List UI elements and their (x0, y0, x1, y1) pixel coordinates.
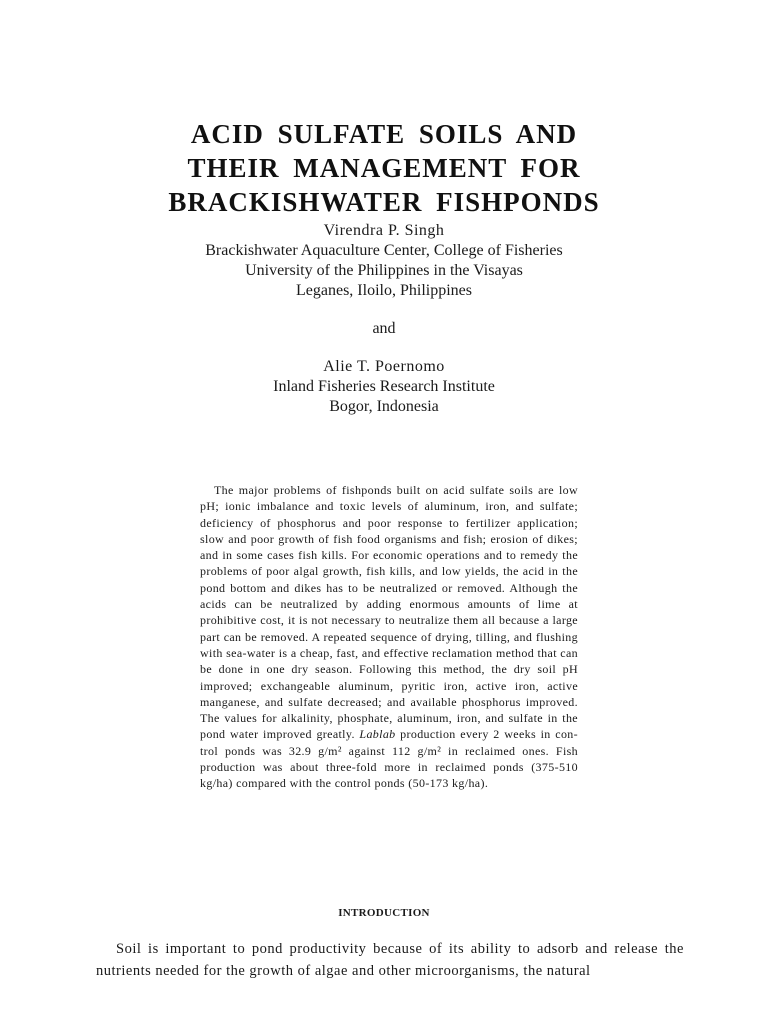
author-name: Alie T. Poernomo (323, 358, 445, 375)
title-line: THEIR MANAGEMENT FOR (187, 153, 581, 183)
author-affiliation: Leganes, Iloilo, Philippines (296, 282, 472, 299)
author-affiliation: Inland Fisheries Research Institute (273, 378, 495, 395)
abstract (200, 482, 578, 792)
spacer (0, 301, 768, 319)
author-affiliation: University of the Philippines in the Visayas (245, 262, 523, 279)
author-affiliation: Bogor, Indonesia (329, 398, 439, 415)
paper-title (0, 117, 768, 219)
abstract-text: The major problems of fishponds built on acid sulfate soils are low pH; ionic imbalance and toxic levels of aluminum, iron, and sulfate; deficiency of phosphorus and poor response to fertilizer application; slow and poor growth of fish food organisms and fish; erosion of dikes; and in some cases fish kills. For economic operations and to remedy the problems of poor algal growth, fish kills, and low yields, the acid in the pond bottom and dikes has to be neutralized or removed. Although the acids can be neutralized by adding enormous amounts of lime at prohibitive cost, it is not necessary to neutralize them all because a large part can be removed. A repeated sequence of drying, tilling, and flushing with sea-water is a cheap, fast, and effective reclamation method that can be done in one dry season. Following this method, the dry soil pH improved; exchangeable aluminum, pyritic iron, active iron, active manganese, and sulfate decreased; and available phosphorus improved. The values for alkalinity, phosphate, aluminum, iron, and sulfate in the pond water improved greatly. (200, 483, 578, 742)
author-name: Virendra P. Singh (323, 222, 445, 239)
author-affiliation: Brackishwater Aquaculture Center, College of Fisheries (205, 242, 563, 259)
body-paragraph: Soil is important to pond productivity because of its ability to adsorb and release the nutrients needed for the growth of algae and other microorganisms, the natural (96, 941, 684, 979)
section-heading: INTRODUCTION (338, 907, 430, 919)
abstract-text: production every 2 weeks in con-trol ponds was 32.9 g/m² against 112 g/m² in reclaimed ones. Fish production was about three-fold more in reclaimed ponds (375-510 kg/ha) compared with the control ponds (50-173 kg/ha). (200, 727, 578, 791)
title-line: ACID SULFATE SOILS AND (190, 119, 578, 149)
spacer (0, 339, 768, 357)
author-conjunction: and (372, 320, 396, 337)
title-line: BRACKISHWATER FISHPONDS (168, 187, 600, 217)
abstract-italic-term: Lablab (359, 727, 396, 742)
author-block (0, 221, 768, 417)
